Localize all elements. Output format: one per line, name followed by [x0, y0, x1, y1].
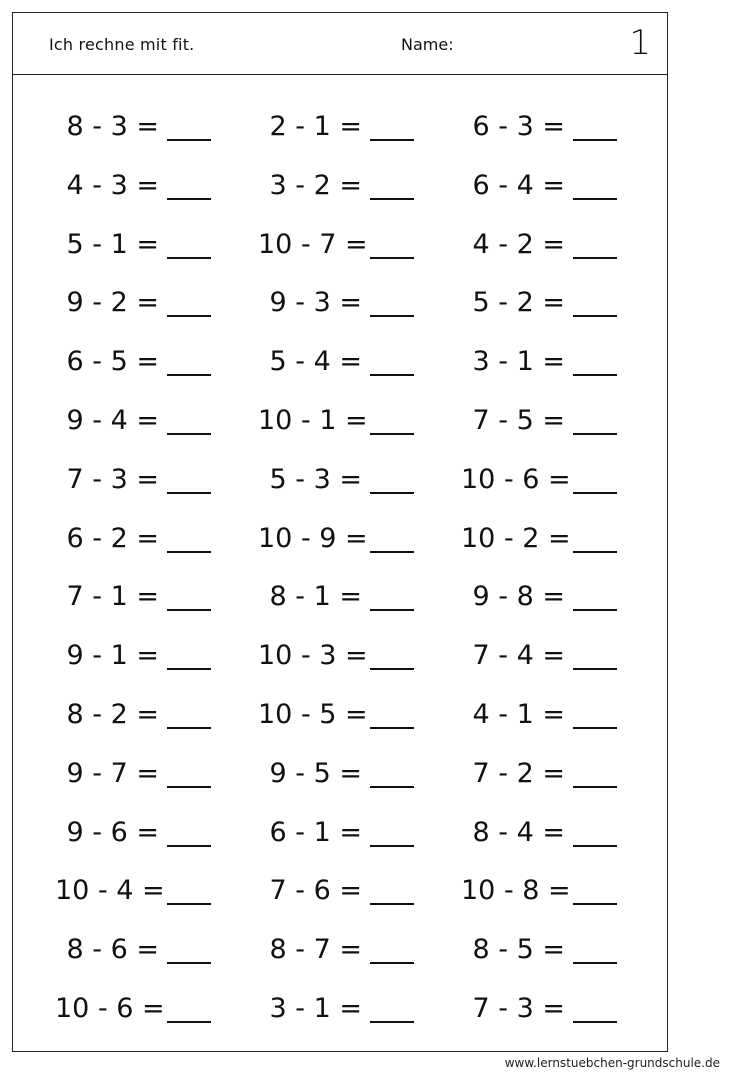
answer-blank[interactable] [573, 168, 617, 200]
task-expression: 8 - 1 = [269, 581, 362, 613]
subtraction-task [258, 103, 414, 143]
worksheet-frame [12, 12, 668, 1052]
task-expression: 6 - 4 = [472, 169, 565, 201]
task-row [13, 632, 667, 691]
subtraction-task [55, 985, 211, 1025]
answer-blank[interactable] [167, 109, 211, 141]
task-expression: 5 - 3 = [269, 463, 362, 495]
subtraction-task [55, 103, 211, 143]
task-expression: 10 - 5 = [258, 698, 368, 730]
subtraction-task [461, 985, 617, 1025]
task-grid [13, 103, 667, 1044]
task-expression: 7 - 2 = [472, 757, 565, 789]
answer-blank[interactable] [370, 462, 414, 494]
task-expression: 3 - 2 = [269, 169, 362, 201]
answer-blank[interactable] [167, 638, 211, 670]
subtraction-task [55, 279, 211, 319]
answer-blank[interactable] [167, 521, 211, 553]
subtraction-task [55, 221, 211, 261]
answer-blank[interactable] [370, 285, 414, 317]
answer-blank[interactable] [573, 932, 617, 964]
task-expression: 3 - 1 = [472, 346, 565, 378]
task-row [13, 397, 667, 456]
answer-blank[interactable] [370, 638, 414, 670]
answer-blank[interactable] [167, 991, 211, 1023]
task-expression: 8 - 7 = [269, 934, 362, 966]
subtraction-task [461, 515, 617, 555]
answer-blank[interactable] [167, 873, 211, 905]
answer-blank[interactable] [573, 579, 617, 611]
task-expression: 9 - 1 = [66, 640, 159, 672]
answer-blank[interactable] [573, 403, 617, 435]
task-expression: 7 - 4 = [472, 640, 565, 672]
task-expression: 9 - 5 = [269, 757, 362, 789]
task-expression: 4 - 3 = [66, 169, 159, 201]
subtraction-task [461, 338, 617, 378]
subtraction-task [461, 867, 617, 907]
task-row [13, 691, 667, 750]
task-row [13, 750, 667, 809]
task-expression: 10 - 3 = [258, 640, 368, 672]
sheet-number: 1 [629, 23, 651, 63]
task-expression: 8 - 3 = [66, 111, 159, 142]
answer-blank[interactable] [370, 873, 414, 905]
worksheet-title: Ich rechne mit fit. [49, 35, 195, 54]
task-expression: 7 - 1 = [66, 581, 159, 613]
subtraction-task [461, 103, 617, 143]
subtraction-task [461, 573, 617, 613]
subtraction-task [55, 632, 211, 672]
answer-blank[interactable] [370, 815, 414, 847]
subtraction-task [258, 926, 414, 966]
answer-blank[interactable] [573, 344, 617, 376]
subtraction-task [55, 809, 211, 849]
task-expression: 8 - 5 = [472, 934, 565, 966]
task-expression: 10 - 1 = [258, 404, 368, 436]
task-expression: 5 - 4 = [269, 346, 362, 378]
answer-blank[interactable] [370, 521, 414, 553]
subtraction-task [461, 750, 617, 790]
task-expression: 10 - 6 = [55, 992, 165, 1024]
answer-blank[interactable] [573, 285, 617, 317]
task-expression: 9 - 2 = [66, 287, 159, 319]
answer-blank[interactable] [167, 462, 211, 494]
task-expression: 6 - 3 = [472, 111, 565, 142]
answer-blank[interactable] [370, 168, 414, 200]
answer-blank[interactable] [370, 227, 414, 259]
answer-blank[interactable] [370, 403, 414, 435]
task-expression: 9 - 7 = [66, 757, 159, 789]
task-expression: 10 - 8 = [461, 875, 571, 907]
task-expression: 8 - 6 = [66, 934, 159, 966]
answer-blank[interactable] [573, 109, 617, 141]
subtraction-task [258, 162, 414, 202]
subtraction-task [258, 515, 414, 555]
task-expression: 8 - 4 = [472, 816, 565, 848]
subtraction-task [258, 691, 414, 731]
task-expression: 10 - 6 = [461, 463, 571, 495]
subtraction-task [258, 397, 414, 437]
task-expression: 8 - 2 = [66, 698, 159, 730]
task-row [13, 279, 667, 338]
answer-blank[interactable] [167, 579, 211, 611]
task-row [13, 867, 667, 926]
name-label: Name: [401, 35, 454, 54]
answer-blank[interactable] [573, 638, 617, 670]
subtraction-task [258, 985, 414, 1025]
answer-blank[interactable] [167, 344, 211, 376]
task-expression: 10 - 7 = [258, 228, 368, 260]
task-expression: 6 - 2 = [66, 522, 159, 554]
answer-blank[interactable] [167, 932, 211, 964]
answer-blank[interactable] [370, 109, 414, 141]
subtraction-task [258, 279, 414, 319]
answer-blank[interactable] [370, 344, 414, 376]
subtraction-task [461, 632, 617, 672]
task-expression: 4 - 1 = [472, 698, 565, 730]
subtraction-task [55, 456, 211, 496]
subtraction-task [258, 632, 414, 672]
answer-blank[interactable] [167, 168, 211, 200]
answer-blank[interactable] [573, 227, 617, 259]
subtraction-task [55, 926, 211, 966]
task-expression: 9 - 4 = [66, 404, 159, 436]
task-row [13, 809, 667, 868]
subtraction-task [461, 397, 617, 437]
task-expression: 5 - 1 = [66, 228, 159, 260]
answer-blank[interactable] [573, 815, 617, 847]
task-row [13, 221, 667, 280]
subtraction-task [55, 397, 211, 437]
answer-blank[interactable] [370, 756, 414, 788]
subtraction-task [55, 691, 211, 731]
subtraction-task [258, 750, 414, 790]
task-expression: 7 - 3 = [66, 463, 159, 495]
subtraction-task [258, 809, 414, 849]
answer-blank[interactable] [167, 227, 211, 259]
website-footer: www.lernstuebchen-grundschule.de [504, 1056, 720, 1070]
task-expression: 4 - 2 = [472, 228, 565, 260]
answer-blank[interactable] [573, 873, 617, 905]
task-row [13, 103, 667, 162]
subtraction-task [55, 573, 211, 613]
task-expression: 7 - 6 = [269, 875, 362, 907]
task-row [13, 573, 667, 632]
subtraction-task [258, 456, 414, 496]
answer-blank[interactable] [370, 579, 414, 611]
task-expression: 2 - 1 = [269, 111, 362, 142]
answer-blank[interactable] [573, 697, 617, 729]
subtraction-task [461, 926, 617, 966]
subtraction-task [461, 809, 617, 849]
task-row [13, 515, 667, 574]
task-expression: 10 - 4 = [55, 875, 165, 907]
answer-blank[interactable] [370, 991, 414, 1023]
answer-blank[interactable] [370, 932, 414, 964]
task-expression: 6 - 5 = [66, 346, 159, 378]
answer-blank[interactable] [573, 756, 617, 788]
subtraction-task [461, 162, 617, 202]
worksheet-header [13, 13, 667, 75]
task-row [13, 456, 667, 515]
task-row [13, 926, 667, 985]
task-expression: 7 - 5 = [472, 404, 565, 436]
subtraction-task [55, 338, 211, 378]
task-expression: 6 - 1 = [269, 816, 362, 848]
task-expression: 9 - 6 = [66, 816, 159, 848]
answer-blank[interactable] [167, 285, 211, 317]
task-row [13, 162, 667, 221]
task-expression: 7 - 3 = [472, 992, 565, 1024]
subtraction-task [461, 691, 617, 731]
subtraction-task [461, 221, 617, 261]
task-expression: 9 - 3 = [269, 287, 362, 319]
answer-blank[interactable] [370, 697, 414, 729]
subtraction-task [258, 221, 414, 261]
task-expression: 10 - 2 = [461, 522, 571, 554]
subtraction-task [55, 515, 211, 555]
subtraction-task [461, 279, 617, 319]
answer-blank[interactable] [573, 462, 617, 494]
answer-blank[interactable] [167, 403, 211, 435]
task-row [13, 338, 667, 397]
answer-blank[interactable] [167, 756, 211, 788]
subtraction-task [258, 867, 414, 907]
answer-blank[interactable] [167, 815, 211, 847]
subtraction-task [258, 338, 414, 378]
subtraction-task [55, 867, 211, 907]
answer-blank[interactable] [573, 521, 617, 553]
subtraction-task [461, 456, 617, 496]
subtraction-task [55, 750, 211, 790]
task-expression: 3 - 1 = [269, 992, 362, 1024]
task-expression: 5 - 2 = [472, 287, 565, 319]
subtraction-task [258, 573, 414, 613]
answer-blank[interactable] [167, 697, 211, 729]
subtraction-task [55, 162, 211, 202]
task-expression: 9 - 8 = [472, 581, 565, 613]
answer-blank[interactable] [573, 991, 617, 1023]
task-row [13, 985, 667, 1044]
task-expression: 10 - 9 = [258, 522, 368, 554]
